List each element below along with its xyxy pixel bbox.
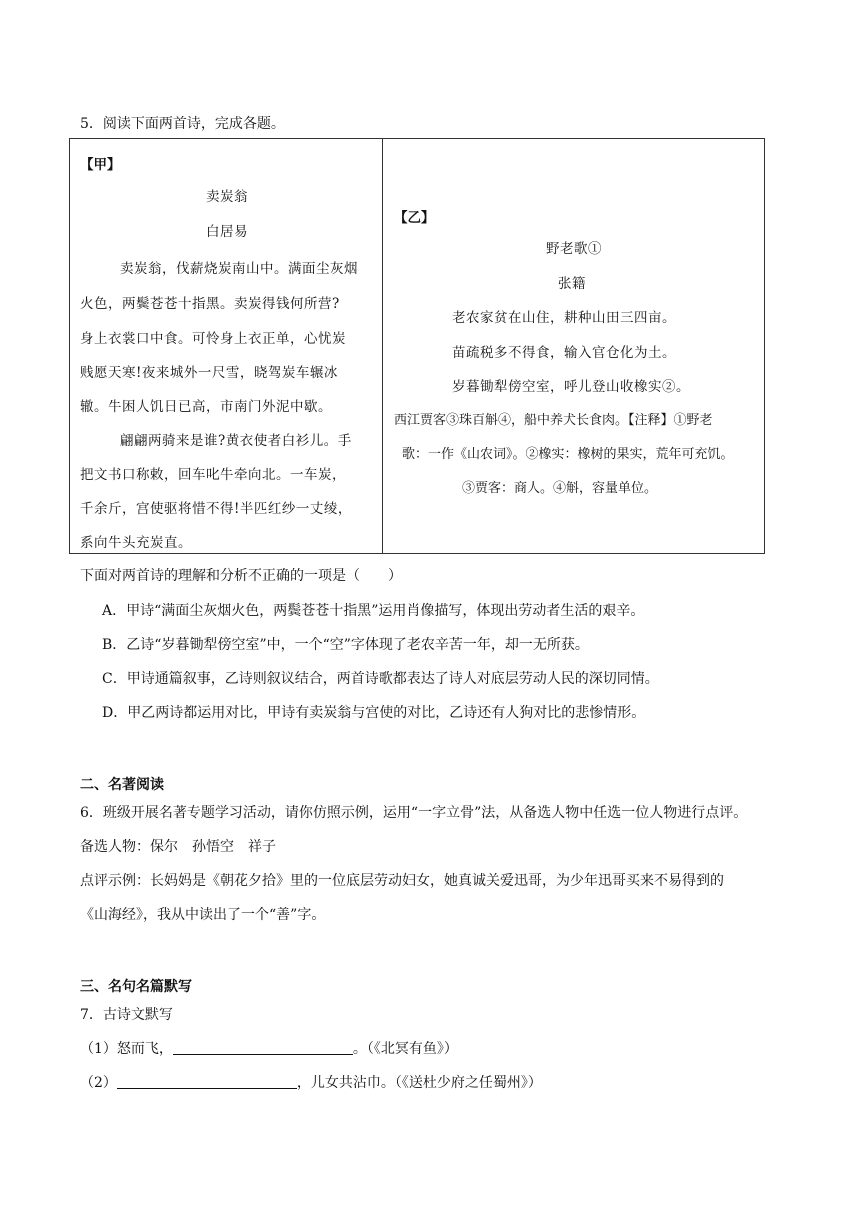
item-1-suffix: 。（《北冥有鱼》） [352,1041,458,1057]
question-7-stem: 7．古诗文默写 [80,1007,173,1023]
question-7-item-2 [80,1072,542,1092]
item-2-suffix: ，儿女共沾巾。（《送杜少府之任蜀州》） [296,1075,542,1091]
poem-jia-author: 白居易 [206,224,248,240]
section-2-heading: 二、名著阅读 [80,777,164,793]
poem-jia-line: 系向牛头充炭直。 [80,535,192,551]
poem-jia-line: 辙。牛困人饥日已高，市南门外泥中歇。 [80,399,332,415]
poem-jia-line: 把文书口称敕，回车叱牛牵向北。一车炭， [80,467,346,483]
option-c[interactable]: C．甲诗通篇叙事，乙诗则叙议结合，两首诗歌都表达了诗人对底层劳动人民的深切同情。 [102,671,659,687]
answer-blank[interactable] [173,1040,353,1055]
poem-yi-note: 歌：一作《山农词》。②橡实：橡树的果实，荒年可充饥。 [402,447,734,462]
question-6-example: 《山海经》，我从中读出了一个“善”字。 [80,907,326,923]
poem-jia-line: 身上衣裳口中食。可怜身上衣正单，心忧炭 [80,331,346,347]
poem-yi-line: 西江贾客③珠百斛④，船中养犬长食肉。【注释】①野老 [394,413,713,428]
poem-jia-line: 翩翩两骑来是谁?黄衣使者白衫儿。手 [120,433,352,449]
question-6-example: 点评示例：长妈妈是《朝花夕拾》里的一位底层劳动妇女，她真诚关爱迅哥，为少年迅哥买来不易得到的 [80,873,724,889]
poem-jia-line: 火色，两鬓苍苍十指黑。卖炭得钱何所营? [80,296,340,312]
question-7-item-1 [80,1038,458,1058]
poem-yi-author: 张籍 [558,276,586,292]
poem-table [69,138,765,554]
poem-jia-line: 贱愿天寒!夜来城外一尺雪，晓驾炭车辗冰 [80,365,338,381]
option-d[interactable]: D．甲乙两诗都运用对比，甲诗有卖炭翁与宫使的对比，乙诗还有人狗对比的悲惨情形。 [102,705,646,721]
question-6-stem: 6．班级开展名著专题学习活动，请你仿照示例，运用“一字立骨”法，从备选人物中任选一位人物进行点评。 [80,805,748,821]
table-divider [382,139,383,553]
item-1-prefix: （1）怒而飞， [80,1041,173,1057]
section-3-heading: 三、名句名篇默写 [80,979,192,995]
poem-yi-tag: 【乙】 [394,210,435,226]
poem-yi-line: 老农家贫在山住，耕种山田三四亩。 [452,310,676,326]
poem-yi-line: 苗疏税多不得食，输入官仓化为土。 [452,345,676,361]
question-6-candidates: 备选人物：保尔 孙悟空 祥子 [80,839,276,855]
option-b[interactable]: B．乙诗“岁暮锄犁傍空室”中，一个“空”字体现了老农辛苦一年，却一无所获。 [102,637,589,653]
poem-jia-title: 卖炭翁 [206,189,248,205]
option-a[interactable]: A．甲诗“满面尘灰烟火色，两鬓苍苍十指黑”运用肖像描写，体现出劳动者生活的艰辛。 [102,603,645,619]
question-5-stem: 5．阅读下面两首诗，完成各题。 [80,116,285,132]
poem-jia-line: 卖炭翁，伐薪烧炭南山中。满面尘灰烟 [120,261,358,277]
poem-jia-line: 千余斤，宫使驱将惜不得!半匹红纱一丈绫， [80,501,352,517]
poem-yi-title: 野老歌① [546,241,602,257]
answer-blank[interactable] [117,1074,297,1089]
poem-yi-line: 岁暮锄犁傍空室，呼儿登山收橡实②。 [452,379,690,395]
poem-jia-tag: 【甲】 [80,157,121,173]
poem-yi-note: ③贾客：商人。④斛，容量单位。 [462,481,658,496]
question-5-prompt: 下面对两首诗的理解和分析不正确的一项是（ ） [80,568,402,584]
item-2-prefix: （2） [80,1075,117,1091]
